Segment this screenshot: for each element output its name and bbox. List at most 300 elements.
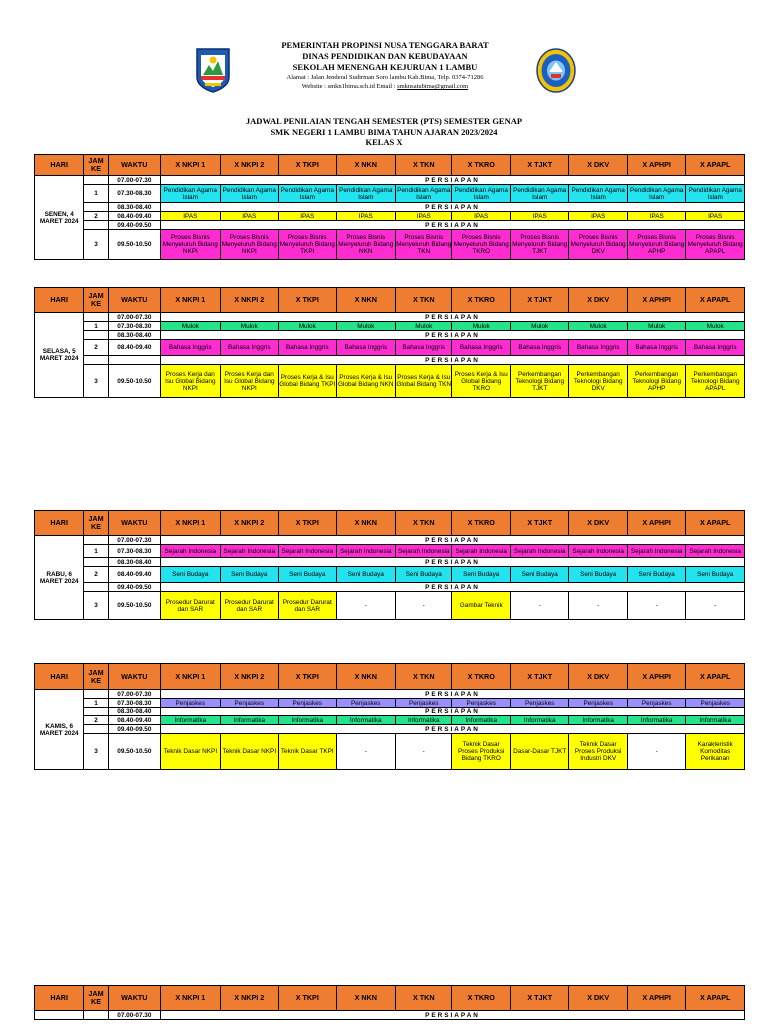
subject-cell: Seni Budaya (686, 567, 745, 583)
title-line-1: JADWAL PENILAIAN TENGAH SEMESTER (PTS) SEMESTER GENAP (245, 116, 523, 126)
subject-cell: Gambar Teknik (452, 592, 510, 620)
session-row (35, 340, 745, 356)
subject-cell: Teknik Dasar Proses Produksi Bidang TKRO (452, 734, 510, 770)
subject-cell: Perkembangan Teknologi Bidang DKV (569, 365, 627, 398)
subject-cell: Teknik Dasar TKPI (279, 734, 336, 770)
column-header: WAKTU (108, 288, 160, 313)
session-row (35, 185, 745, 203)
subject-cell: Penjaskes (686, 699, 745, 708)
column-header: X NKN (336, 664, 396, 690)
subject-cell: Pendidikan Agama Islam (397, 186, 451, 201)
subject-cell: Proses Bisnis Menyeluruh Bidang NKPI (220, 230, 278, 260)
subject-cell: Sejarah Indonesia (569, 545, 627, 558)
column-header: X NKN (336, 288, 396, 313)
time-cell: 08.30-08.40 (108, 331, 160, 340)
subject-cell: Perkembangan Teknologi Bidang APHP (627, 365, 685, 398)
subject-cell: Bahasa Inggris (279, 340, 336, 356)
column-header: X APHPI (627, 664, 685, 690)
time-cell: 08.40-09.40 (108, 716, 160, 725)
subject-cell: Sejarah Indonesia (396, 545, 452, 558)
column-header: X TKN (396, 511, 452, 536)
jam-cell (84, 221, 108, 230)
subject-cell: Mulok (510, 322, 568, 331)
subject-cell: Perkembangan Teknologi Bidang APAPL (686, 365, 745, 398)
session-row (35, 567, 745, 583)
jam-cell (84, 1011, 108, 1020)
subject-cell: Pendidikan Agama Islam (627, 185, 685, 203)
subject-cell: Bahasa Inggris (569, 340, 627, 356)
subject-cell: Penjaskes (627, 699, 685, 708)
column-header: X APAPL (686, 288, 745, 313)
subject-cell: Pendidikan Agama Islam (510, 185, 568, 203)
subject-cell: - (396, 734, 452, 770)
column-header: X APHPI (627, 155, 685, 176)
subject-cell: - (336, 592, 396, 620)
column-header: HARI (35, 155, 84, 176)
letterhead (0, 40, 768, 100)
subject-cell: Proses Bisnis Menyeluruh Bidang TKPI (279, 230, 336, 260)
subject-cell: Proses Bisnis Menyeluruh Bidang TKN (396, 230, 452, 260)
persiapan-label: PERSIAPAN (161, 313, 745, 322)
column-header: X TKN (396, 664, 452, 690)
subject-cell: Sejarah Indonesia (686, 545, 745, 558)
session-row (35, 716, 745, 725)
column-header: X NKN (336, 155, 396, 176)
time-cell: 08.30-08.40 (108, 708, 160, 716)
subject-cell: Penjaskes (220, 699, 278, 708)
subject-cell: IPAS (279, 212, 336, 221)
subject-cell: - (627, 592, 685, 620)
jam-cell (84, 313, 108, 322)
day-label: KAMIS, 6 MARET 2024 (35, 690, 84, 770)
schedule-table (34, 154, 745, 260)
column-header: HARI (35, 664, 84, 690)
column-header: X NKPI 2 (220, 986, 278, 1011)
subject-cell: Proses Kerja & Isu Global Bidang TKPI (279, 365, 336, 398)
subject-cell: Mulok (161, 322, 221, 331)
subject-cell: Mulok (220, 322, 278, 331)
time-cell: 09.50-10.50 (108, 365, 160, 398)
column-header: WAKTU (108, 511, 160, 536)
subject-cell: Sejarah Indonesia (161, 545, 221, 558)
column-header: JAM KE (84, 155, 108, 176)
column-header: JAM KE (84, 288, 108, 313)
time-cell: 08.40-09.40 (108, 567, 160, 583)
persiapan-label: PERSIAPAN (161, 536, 745, 545)
session-row (35, 322, 745, 331)
column-header: X DKV (569, 986, 627, 1011)
subject-cell: Teknik Dasar NKPI (161, 734, 221, 770)
subject-cell: Dasar-Dasar TJKT (510, 734, 568, 770)
jam-cell: 3 (84, 365, 108, 398)
ntb-province-logo (193, 47, 233, 93)
subject-cell: Proses Bisnis Menyeluruh Bidang APHP (627, 230, 685, 260)
subject-cell: Bahasa Inggris (336, 340, 396, 356)
persiapan-row (35, 725, 745, 734)
subject-cell: Bahasa Inggris (161, 340, 221, 356)
column-header: X TKN (396, 288, 452, 313)
subject-cell: Proses Kerja & Isu Global Bidang TKN (396, 365, 452, 398)
time-cell: 09.50-10.50 (108, 230, 160, 260)
persiapan-row (35, 203, 745, 212)
subject-cell: Seni Budaya (452, 567, 510, 583)
column-header: JAM KE (84, 664, 108, 690)
subject-cell: Mulok (686, 322, 745, 331)
jam-cell (84, 356, 108, 365)
subject-cell: Proses Kerja & Isu Global Bidang NKN (336, 365, 396, 398)
schedule-table (34, 287, 745, 398)
session-row (35, 592, 745, 620)
column-header: X TKRO (452, 664, 510, 690)
column-header: X TJKT (510, 986, 568, 1011)
subject-cell: Mulok (396, 322, 452, 331)
column-header: X TKPI (279, 288, 336, 313)
subject-cell: Penjaskes (569, 699, 627, 708)
subject-cell: Teknik Dasar NKPI (220, 734, 278, 770)
column-header: WAKTU (108, 986, 160, 1011)
jam-cell (84, 708, 108, 716)
subject-cell: Proses Kerja dan Isu Global Bidang NKPI (161, 365, 221, 398)
jam-cell (84, 690, 108, 699)
time-cell: 08.30-08.40 (108, 203, 160, 212)
subject-cell: Bahasa Inggris (510, 340, 568, 356)
subject-cell: Mulok (569, 322, 627, 331)
session-row (35, 545, 745, 558)
subject-cell: Seni Budaya (279, 567, 336, 583)
column-header: X APHPI (627, 288, 685, 313)
persiapan-row (35, 331, 745, 340)
subject-cell: Sejarah Indonesia (510, 545, 568, 558)
column-header: X NKPI 1 (161, 664, 221, 690)
subject-cell: Bahasa Inggris (627, 340, 685, 356)
subject-cell: Sejarah Indonesia (279, 545, 336, 558)
smkn-1-lambu-logo (536, 48, 576, 93)
jam-cell (84, 558, 108, 567)
time-cell: 07.00-07.30 (108, 313, 160, 322)
subject-cell: Sejarah Indonesia (220, 545, 278, 558)
subject-cell: IPAS (220, 212, 278, 221)
subject-cell: Karakteristik Komoditas Perikanan (686, 734, 745, 770)
column-header: X TKPI (279, 664, 336, 690)
column-header: X TKRO (452, 288, 510, 313)
document-title (0, 116, 768, 148)
subject-cell: Proses Bisnis Menyeluruh Bidang NKN (336, 230, 396, 260)
column-header: X NKPI 2 (220, 288, 278, 313)
subject-cell: Sejarah Indonesia (336, 545, 396, 558)
time-cell: 08.40-09.40 (108, 340, 160, 356)
time-cell: 09.50-10.50 (108, 592, 160, 620)
jam-cell (84, 583, 108, 592)
jam-cell: 1 (84, 322, 108, 331)
jam-cell (84, 725, 108, 734)
subject-cell: Informatika (396, 716, 452, 725)
email-link[interactable]: smknsatubima@gmail.com (397, 83, 469, 90)
persiapan-row (35, 221, 745, 230)
subject-cell: - (336, 734, 396, 770)
subject-cell: Informatika (569, 716, 627, 725)
persiapan-row (35, 1011, 745, 1020)
time-cell: 09.40-09.50 (108, 583, 160, 592)
persiapan-label: PERSIAPAN (161, 690, 745, 699)
time-cell: 07.30-08.30 (108, 322, 160, 331)
column-header: X NKN (336, 511, 396, 536)
subject-cell: Proses Bisnis Menyeluruh Bidang TJKT (510, 230, 568, 260)
jam-cell: 3 (84, 734, 108, 770)
letterhead-line-1: PEMERINTAH PROPINSI NUSA TENGGARA BARAT (281, 40, 489, 50)
time-cell: 07.30-08.30 (108, 699, 160, 708)
subject-cell: Pendidikan Agama Islam (279, 185, 336, 203)
subject-cell: IPAS (569, 212, 627, 221)
letterhead-contact (240, 82, 530, 91)
subject-cell: Proses Bisnis Menyeluruh Bidang DKV (569, 230, 627, 260)
column-header: X TJKT (510, 664, 568, 690)
column-header: X DKV (569, 664, 627, 690)
subject-cell: Proses Bisnis Menyeluruh Bidang APAPL (686, 230, 745, 260)
subject-cell: Mulok (452, 322, 510, 331)
column-header: X APHPI (627, 986, 685, 1011)
time-cell: 07.00-07.30 (108, 690, 160, 699)
subject-cell: Informatika (452, 716, 510, 725)
subject-cell: Informatika (510, 716, 568, 725)
persiapan-label: PERSIAPAN (161, 203, 745, 212)
column-header: X TKN (396, 986, 452, 1011)
column-header: X APAPL (686, 155, 745, 176)
column-header: X TKRO (452, 986, 510, 1011)
jam-cell: 1 (84, 185, 108, 203)
column-header: X DKV (569, 511, 627, 536)
subject-cell: Seni Budaya (161, 567, 221, 583)
subject-cell: Perkembangan Teknologi Bidang TJKT (510, 365, 568, 398)
subject-cell: Bahasa Inggris (686, 340, 745, 356)
column-header: X APHPI (627, 511, 685, 536)
day-label: RABU, 6 MARET 2024 (35, 536, 84, 620)
jam-cell: 2 (84, 212, 108, 221)
jam-cell (84, 176, 108, 185)
subject-cell: Informatika (686, 716, 745, 725)
jam-cell: 1 (84, 545, 108, 558)
subject-cell: IPAS (336, 212, 396, 221)
subject-cell: Bahasa Inggris (452, 340, 510, 356)
column-header: X TJKT (510, 155, 568, 176)
subject-cell: Proses Kerja & Isu Global Bidang TKRO (452, 365, 510, 398)
session-row (35, 699, 745, 708)
schedule-table (34, 510, 745, 620)
title-line-3: KELAS X (365, 137, 403, 147)
column-header: X NKPI 2 (220, 664, 278, 690)
schedule-table (34, 663, 745, 770)
subject-cell: Pendidikan Agama Islam (569, 185, 627, 203)
schedule-table (34, 985, 745, 1020)
column-header: HARI (35, 288, 84, 313)
subject-cell: IPAS (686, 212, 745, 221)
persiapan-row (35, 356, 745, 365)
column-header: X TKPI (279, 986, 336, 1011)
subject-cell: - (396, 592, 452, 620)
persiapan-label: PERSIAPAN (161, 221, 745, 230)
column-header: X TJKT (510, 288, 568, 313)
persiapan-label: PERSIAPAN (161, 1011, 745, 1020)
header-row (35, 986, 745, 1011)
subject-cell: Pendidikan Agama Islam (452, 185, 510, 203)
jam-cell: 2 (84, 567, 108, 583)
column-header: WAKTU (108, 155, 160, 176)
subject-cell: Seni Budaya (396, 567, 452, 583)
subject-cell: Penjaskes (161, 699, 221, 708)
subject-cell: Proses Bisnis Menyeluruh Bidang NKPI (161, 230, 221, 260)
persiapan-row (35, 536, 745, 545)
subject-cell: Seni Budaya (627, 567, 685, 583)
column-header: X TKN (396, 155, 452, 176)
subject-cell: IPAS (627, 212, 685, 221)
jam-cell: 2 (84, 340, 108, 356)
column-header: JAM KE (84, 986, 108, 1011)
day-label (35, 1011, 84, 1020)
column-header: X APAPL (686, 986, 745, 1011)
column-header: X TKRO (452, 511, 510, 536)
time-cell: 09.40-09.50 (108, 725, 160, 734)
column-header: X TKPI (279, 511, 336, 536)
letterhead-line-2: DINAS PENDIDIKAN DAN KEBUDAYAAN (302, 51, 468, 61)
subject-cell: Teknik Dasar Proses Produksi Industri DKV (569, 734, 627, 770)
jam-cell (84, 203, 108, 212)
subject-cell: Mulok (279, 322, 336, 331)
subject-cell: Sejarah Indonesia (627, 545, 685, 558)
time-cell: 08.40-09.40 (108, 212, 160, 221)
subject-cell: Prosedur Darurat dan SAR (220, 592, 278, 620)
subject-cell: Informatika (161, 716, 221, 725)
subject-cell: IPAS (510, 212, 568, 221)
jam-cell: 3 (84, 230, 108, 260)
session-row (35, 734, 745, 770)
subject-cell: IPAS (396, 212, 452, 221)
subject-cell: Informatika (279, 716, 336, 725)
column-header: X NKPI 1 (161, 986, 221, 1011)
subject-cell: IPAS (161, 212, 221, 221)
session-row (35, 212, 745, 221)
subject-cell: Mulok (336, 322, 396, 331)
subject-cell: Pendidikan Agama Islam (220, 185, 278, 203)
column-header: X NKPI 1 (161, 288, 221, 313)
column-header: X DKV (569, 155, 627, 176)
header-row (35, 288, 745, 313)
subject-cell: Prosedur Darurat dan SAR (279, 592, 336, 620)
subject-cell: Pendidikan Agama Islam (686, 185, 745, 203)
title-line-2: SMK NEGERI 1 LAMBU BIMA TAHUN AJARAN 2023/2024 (270, 126, 498, 137)
subject-cell: Mulok (627, 322, 685, 331)
letterhead-address: Alamat : Jalan Jenderal Sudirman Soro lambu Kab.Bima, Telp. 0374-71286 (286, 74, 484, 81)
header-row (35, 155, 745, 176)
jam-cell (84, 536, 108, 545)
subject-cell: Pendidikan Agama Islam (161, 185, 221, 203)
website-text: Website : smkn1bima.sch.id Email : (301, 83, 398, 90)
day-label: SENEN, 4 MARET 2024 (35, 176, 84, 260)
time-cell: 07.30-08.30 (108, 545, 160, 558)
session-row (35, 230, 745, 260)
subject-cell: Seni Budaya (510, 567, 568, 583)
time-cell: 09.50-10.50 (108, 734, 160, 770)
persiapan-label: PERSIAPAN (161, 708, 745, 716)
persiapan-label: PERSIAPAN (161, 331, 745, 340)
column-header: JAM KE (84, 511, 108, 536)
column-header: WAKTU (108, 664, 160, 690)
persiapan-row (35, 708, 745, 716)
column-header: X NKPI 1 (161, 155, 221, 176)
persiapan-label: PERSIAPAN (161, 558, 745, 567)
time-cell: 07.30-08.30 (108, 185, 160, 203)
column-header: X NKN (336, 986, 396, 1011)
column-header: X APAPL (686, 664, 745, 690)
subject-cell: - (510, 592, 568, 620)
subject-cell: Penjaskes (510, 699, 568, 708)
subject-cell: Bahasa Inggris (396, 340, 452, 356)
header-row (35, 664, 745, 690)
header-row (35, 511, 745, 536)
column-header: X DKV (569, 288, 627, 313)
subject-cell: - (686, 592, 745, 620)
subject-cell: Pendidikan Agama Islam (336, 185, 396, 203)
column-header: X TKPI (279, 155, 336, 176)
persiapan-row (35, 313, 745, 322)
column-header: X NKPI 2 (220, 511, 278, 536)
subject-cell: Informatika (336, 716, 396, 725)
column-header: HARI (35, 986, 84, 1011)
persiapan-row (35, 690, 745, 699)
day-label: SELASA, 5 MARET 2024 (35, 313, 84, 398)
time-cell: 08.30-08.40 (108, 558, 160, 567)
time-cell: 07.00-07.30 (108, 536, 160, 545)
subject-cell: Proses Kerja dan Isu Global Bidang NKPI (220, 365, 278, 398)
persiapan-row (35, 583, 745, 592)
subject-cell: Seni Budaya (569, 567, 627, 583)
subject-cell: Penjaskes (452, 699, 510, 708)
subject-cell: Informatika (627, 716, 685, 725)
jam-cell (84, 331, 108, 340)
subject-cell: Seni Budaya (220, 567, 278, 583)
persiapan-label: PERSIAPAN (161, 583, 745, 592)
subject-cell: Sejarah Indonesia (452, 545, 510, 558)
column-header: X NKPI 2 (220, 155, 278, 176)
time-cell: 07.00-07.30 (108, 1011, 160, 1020)
jam-cell: 3 (84, 592, 108, 620)
subject-cell: - (569, 592, 627, 620)
subject-cell: Seni Budaya (336, 567, 396, 583)
subject-cell: Penjaskes (396, 699, 452, 708)
persiapan-label: PERSIAPAN (161, 725, 745, 734)
persiapan-label: PERSIAPAN (161, 356, 745, 365)
persiapan-row (35, 558, 745, 567)
jam-cell: 2 (84, 716, 108, 725)
letterhead-line-3: SEKOLAH MENENGAH KEJURUAN 1 LAMBU (292, 62, 478, 72)
subject-cell: Penjaskes (336, 699, 396, 708)
subject-cell: Prosedur Darurat dan SAR (161, 592, 221, 620)
subject-cell: Bahasa Inggris (220, 340, 278, 356)
time-cell (108, 356, 160, 365)
subject-cell: Penjaskes (279, 699, 336, 708)
session-row (35, 365, 745, 398)
subject-cell: Informatika (220, 716, 278, 725)
persiapan-label: PERSIAPAN (161, 176, 745, 185)
subject-cell: - (627, 734, 685, 770)
persiapan-row (35, 176, 745, 185)
time-cell: 09.40-09.50 (108, 221, 160, 230)
subject-cell: IPAS (452, 212, 510, 221)
column-header: HARI (35, 511, 84, 536)
column-header: X TKRO (452, 155, 510, 176)
column-header: X NKPI 1 (161, 511, 221, 536)
subject-cell: Proses Bisnis Menyeluruh Bidang TKRO (452, 230, 510, 260)
time-cell: 07.00-07.30 (108, 176, 160, 185)
column-header: X APAPL (686, 511, 745, 536)
